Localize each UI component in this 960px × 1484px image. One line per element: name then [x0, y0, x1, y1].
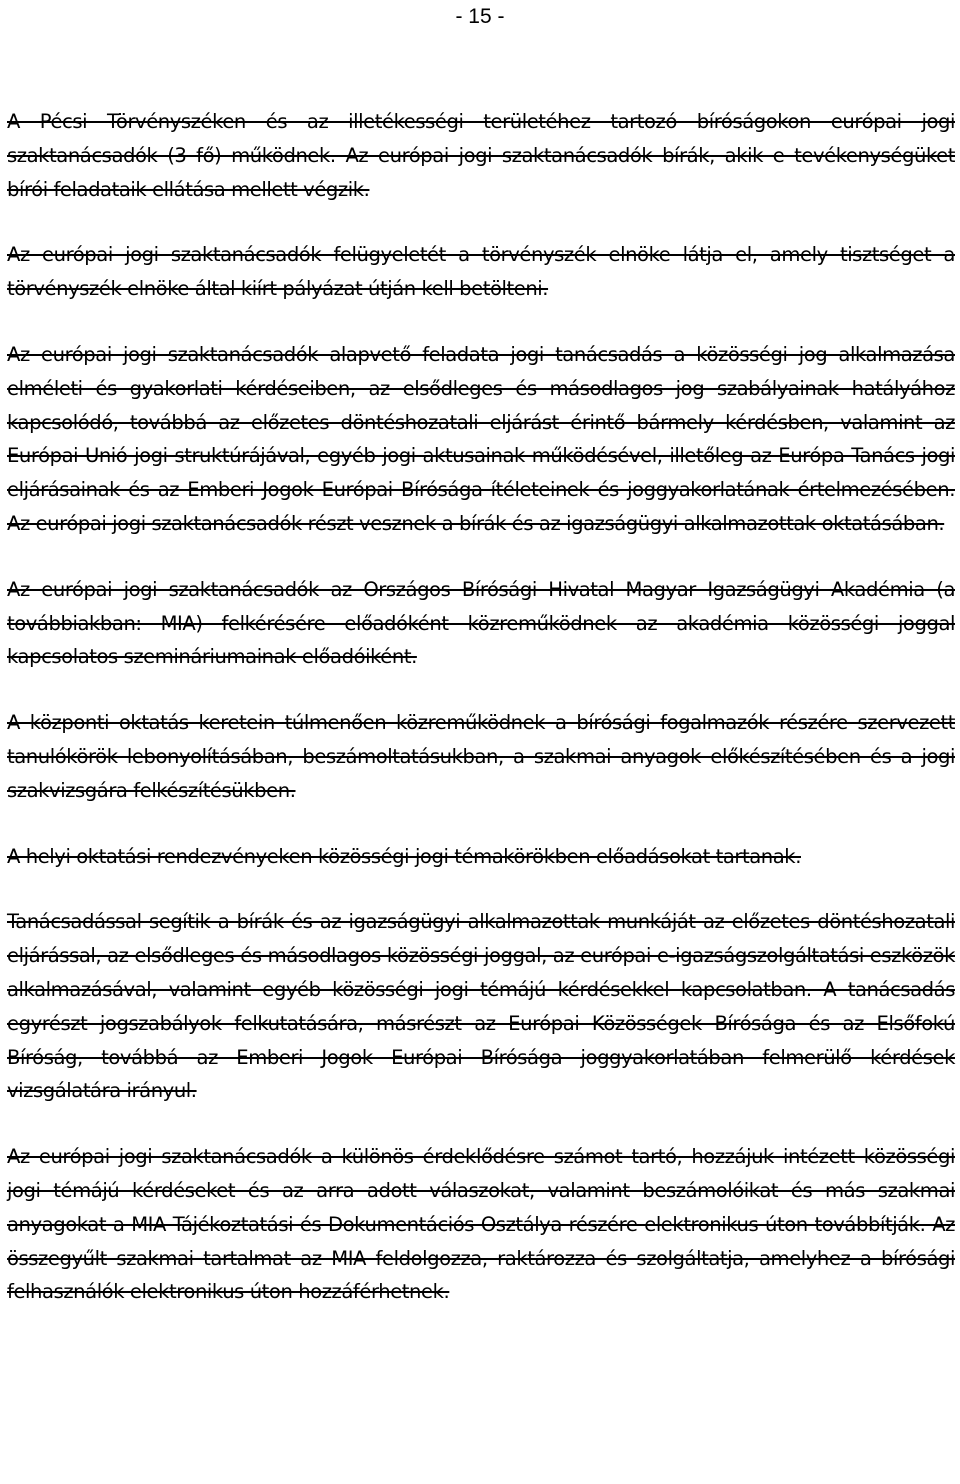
- paragraph-3: Az európai jogi szaktanácsadók alapvető feladata jogi tanácsadás a közösségi jog alkalmazása elméleti és gyakorlati kérdéseiben, az elsődleges és másodlagos jog szabályainak hatályához kapcsolódó, továbbá az előzetes döntéshozatali eljárást érintő bármely kérdésben, valamint az Európai Unió jogi struktúrájával, egyéb jogi aktusainak működésével, illetőleg az Európa Tanács jogi eljárásainak és az Emberi Jogok Európai Bírósága ítéleteinek és joggyakorlatának értelmezésében. Az európai jogi szaktanácsadók részt vesznek a bírák és az igazságügyi alkalmazottak oktatásában.: [7, 342, 955, 535]
- paragraph-7: Tanácsadással segítik a bírák és az igazságügyi alkalmazottak munkáját az előzetes döntéshozatali eljárással, az elsődleges és másodlagos közösségi joggal, az európai e-igazságszolgáltatási eszközök alkalmazásával, valamint egyéb közösségi jogi témájú kérdésekkel kapcsolatban. A tanácsadás egyrészt jogszabályok felkutatására, másrészt az Európai Közösségek Bírósága és az Elsőfokú Bíróság, továbbá az Emberi Jogok Európai Bírósága joggyakorlatában felmerülő kérdések vizsgálatára irányul.: [7, 910, 955, 1103]
- page-number: - 15 -: [455, 5, 505, 28]
- document-body: [7, 105, 955, 1341]
- paragraph-2: Az európai jogi szaktanácsadók felügyeletét a törvényszék elnöke látja el, amely tisztséget a törvényszék elnöke által kiírt pályázat útján kell betölteni.: [7, 243, 955, 301]
- paragraph-4: Az európai jogi szaktanácsadók az Országos Bírósági Hivatal Magyar Igazságügyi Akadémia (a továbbiakban: MIA) felkérésére előadóként közreműködnek az akadémia közösségi joggal kapcsolatos szemináriumainak előadóiként.: [7, 577, 955, 669]
- paragraph-5: A központi oktatás keretein túlmenően közreműködnek a bírósági fogalmazók részére szervezett tanulókörök lebonyolításában, beszámoltatásukban, a szakmai anyagok előkészítésében és a jogi szakvizsgára felkészítésükben.: [7, 711, 955, 802]
- paragraph-6: A helyi oktatási rendezvényeken közösségi jogi témakörökben előadásokat tartanak.: [7, 844, 801, 868]
- paragraph-1: A Pécsi Törvényszéken és az illetékességi területéhez tartozó bíróságokon európai jogi szaktanácsadók (3 fő) működnek. Az európai jogi szaktanácsadók bírák, akik e tevékenységüket bírói feladataik ellátása mellett végzik.: [7, 110, 955, 201]
- paragraph-8: Az európai jogi szaktanácsadók a különös érdeklődésre számot tartó, hozzájuk intézett közösségi jogi témájú kérdéseket és az arra adott válaszokat, valamint beszámolóikat és más szakmai anyagokat a MIA Tájékoztatási és Dokumentációs Osztálya részére elektronikus úton továbbítják. Az összegyűlt szakmai tartalmat az MIA feldolgozza, raktározza és szolgáltatja, amelyhez a bírósági felhasználók elektronikus úton hozzáférhetnek.: [7, 1145, 955, 1304]
